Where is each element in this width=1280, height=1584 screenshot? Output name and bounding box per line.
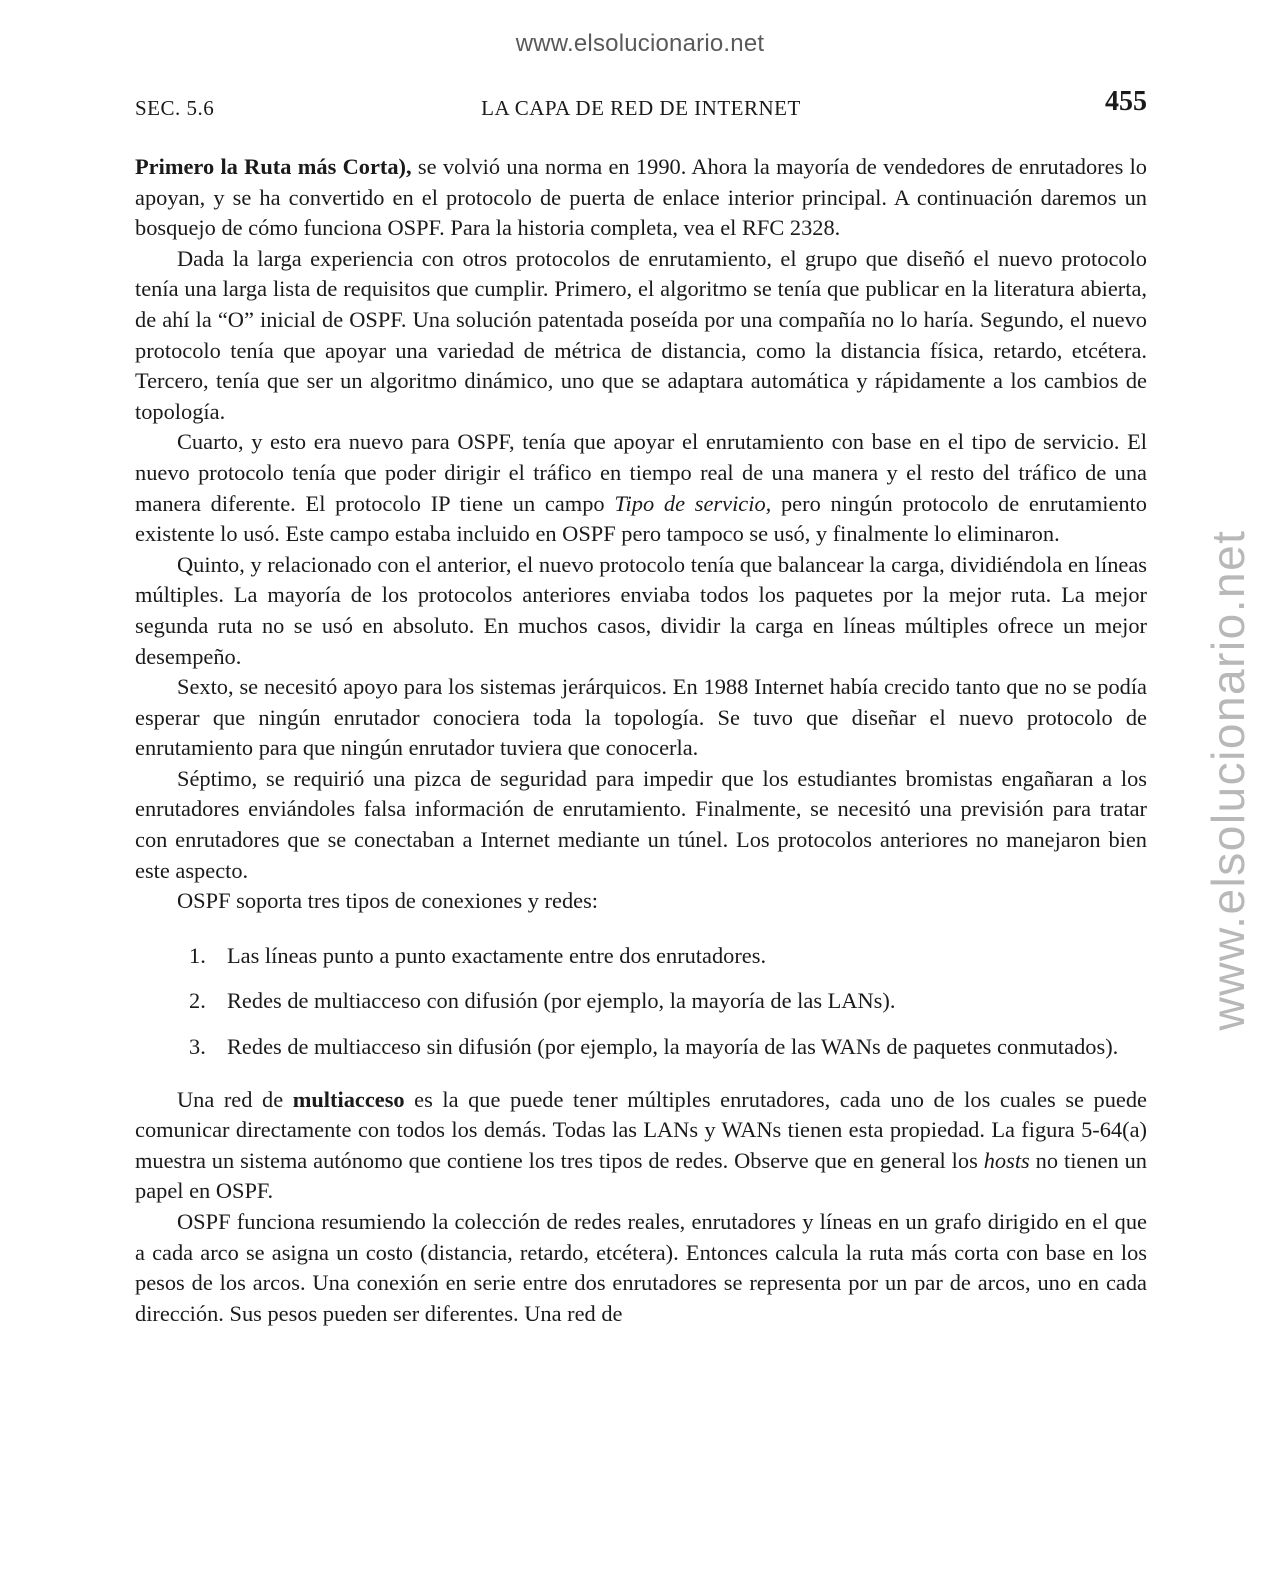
- paragraph-text: no tienen un papel en OSPF.: [135, 1147, 1147, 1204]
- chapter-title: LA CAPA DE RED DE INTERNET: [481, 96, 801, 120]
- list-number: 2.: [189, 988, 206, 1014]
- numbered-list: [135, 941, 1147, 1063]
- paragraph: Sexto, se necesitó apoyo para los sistemas jerárquicos. En 1988 Internet había crecido tanto que no se podía esperar que ningún enrutador conociera toda la topología. Se tuvo que diseñar el nuevo protocolo de enrutamiento para que ningún enrutador tuviera que conocerla.: [135, 674, 1147, 761]
- paragraph: OSPF funciona resumiendo la colección de redes reales, enrutadores y líneas en un grafo dirigido en el que a cada arco se asigna un costo (distancia, retardo, etcétera). Entonces calcula la ruta más corta con base en los pesos de los arcos. Una conexión en serie entre dos enrutadores se representa por un par de arcos, uno en cada dirección. Sus pesos pueden ser diferentes. Una red de: [135, 1209, 1147, 1326]
- bold-term: multiacceso: [292, 1086, 405, 1112]
- paragraph: [135, 1085, 1147, 1207]
- paragraph: Séptimo, se requirió una pizca de seguridad para impedir que los estudiantes bromistas engañaran a los enrutadores enviándoles falsa información de enrutamiento. Finalmente, se necesitó una previsión para tratar con enrutadores que se conectaban a Internet mediante un túnel. Los protocolos anteriores no manejaron bien este aspecto.: [135, 765, 1147, 883]
- paragraph-text: Cuarto, y esto era nuevo para OSPF, tenía que apoyar el enrutamiento con base en el tipo de servicio. El nuevo protocolo tenía que poder dirigir el tráfico en tiempo real de una manera y el resto del tráfico de una manera diferente. El protocolo IP tiene un campo: [135, 429, 1147, 516]
- bold-term: Primero la Ruta más Corta),: [135, 154, 412, 179]
- list-item-text: Redes de multiacceso sin difusión (por ejemplo, la mayoría de las WANs de paquetes conmutados).: [227, 1034, 1119, 1060]
- paragraph: [135, 427, 1147, 549]
- paragraph-text: Una red de: [177, 1086, 293, 1112]
- list-number: 3.: [189, 1034, 206, 1060]
- list-item: [189, 941, 1147, 972]
- list-item: [189, 986, 1147, 1017]
- watermark-side: www.elsolucionario.net: [1202, 529, 1254, 1031]
- list-item-text: Redes de multiacceso con difusión (por ejemplo, la mayoría de las LANs).: [227, 988, 896, 1014]
- list-item-text: Las líneas punto a punto exactamente entre dos enrutadores.: [227, 942, 767, 968]
- italic-term: Tipo de servicio,: [614, 490, 772, 516]
- running-header: [135, 86, 1147, 126]
- page-number: 455: [1105, 86, 1147, 117]
- paragraph-text: se volvió una norma en 1990. Ahora la mayoría de vendedores de enrutadores lo apoyan, y se ha convertido en el protocolo de puerta de enlace interior principal. A continuación daremos un bosquejo de cómo funciona OSPF. Para la historia completa, vea el RFC 2328.: [135, 154, 1147, 241]
- paragraph-text: pero ningún protocolo de enrutamiento existente lo usó. Este campo estaba incluido en OSPF pero tampoco se usó, y finalmente lo eliminaron.: [135, 490, 1147, 547]
- italic-term: hosts: [983, 1147, 1030, 1173]
- section-label: SEC. 5.6: [135, 96, 215, 120]
- body-text: [135, 152, 1147, 1329]
- paragraph: [135, 152, 1147, 244]
- paragraph: OSPF soporta tres tipos de conexiones y redes:: [177, 888, 599, 914]
- paragraph: Quinto, y relacionado con el anterior, el nuevo protocolo tenía que balancear la carga, dividiéndola en líneas múltiples. La mayoría de los protocolos anteriores enviaba todos los paquetes por la mejor ruta. La mejor segunda ruta no se usó en absoluto. En muchos casos, dividir la carga en líneas múltiples ofrece un mejor desempeño.: [135, 551, 1147, 669]
- list-number: 1.: [189, 942, 206, 968]
- paragraph: Dada la larga experiencia con otros protocolos de enrutamiento, el grupo que diseñó el nuevo protocolo tenía una larga lista de requisitos que cumplir. Primero, el algoritmo se tenía que publicar en la literatura abierta, de ahí la “O” inicial de OSPF. Una solución patentada poseída por una compañía no lo haría. Segundo, el nuevo protocolo tenía que apoyar una variedad de métrica de distancia, como la distancia física, retardo, etcétera. Tercero, tenía que ser un algoritmo dinámico, uno que se adaptara automática y rápidamente a los cambios de topología.: [135, 245, 1147, 424]
- paragraph-text: es la que puede tener múltiples enrutadores, cada uno de los cuales se puede comunicar directamente con todos los demás. Todas las LANs y WANs tienen esta propiedad. La figura 5-64(a) muestra un sistema autónomo que contiene los tres tipos de redes. Observe que en general los: [135, 1086, 1147, 1173]
- watermark-url: www.elsolucionario.net: [515, 30, 765, 57]
- list-item: [189, 1032, 1147, 1063]
